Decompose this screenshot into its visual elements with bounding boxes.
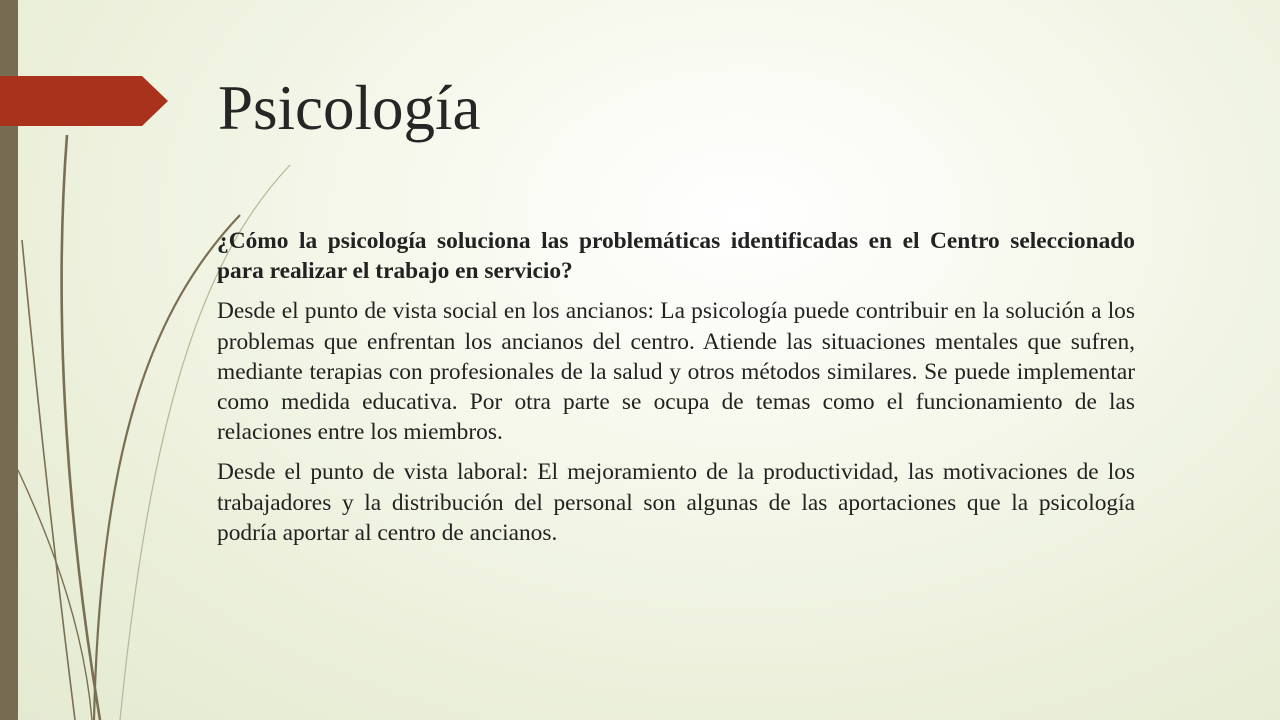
labor-viewpoint-paragraph: Desde el punto de vista laboral: El mejoramiento de la productividad, las motivaciones de los trabajadores y la distribución del personal son algunas de las aportaciones que la psicología podría aportar al centro de ancianos.	[217, 459, 1135, 546]
deco-line	[18, 470, 92, 720]
slide-body	[217, 226, 1135, 558]
question-paragraph: ¿Cómo la psicología soluciona las problemáticas identificadas en el Centro seleccionado para realizar el trabajo en servicio?	[217, 228, 1135, 285]
social-viewpoint-paragraph: Desde el punto de vista social en los ancianos: La psicología puede contribuir en la solución a los problemas que enfrentan los ancianos del centro. Atiende las situaciones mentales que sufren, mediante terapias con profesionales de la salud y otros métodos similares. Se puede implementar como medida educativa. Por otra parte se ocupa de temas como el funcionamiento de las relaciones entre los miembros.	[217, 298, 1135, 446]
left-accent-bar	[0, 0, 18, 720]
deco-line	[62, 135, 100, 720]
deco-line	[22, 240, 75, 720]
slide-title: Psicología	[218, 73, 481, 143]
